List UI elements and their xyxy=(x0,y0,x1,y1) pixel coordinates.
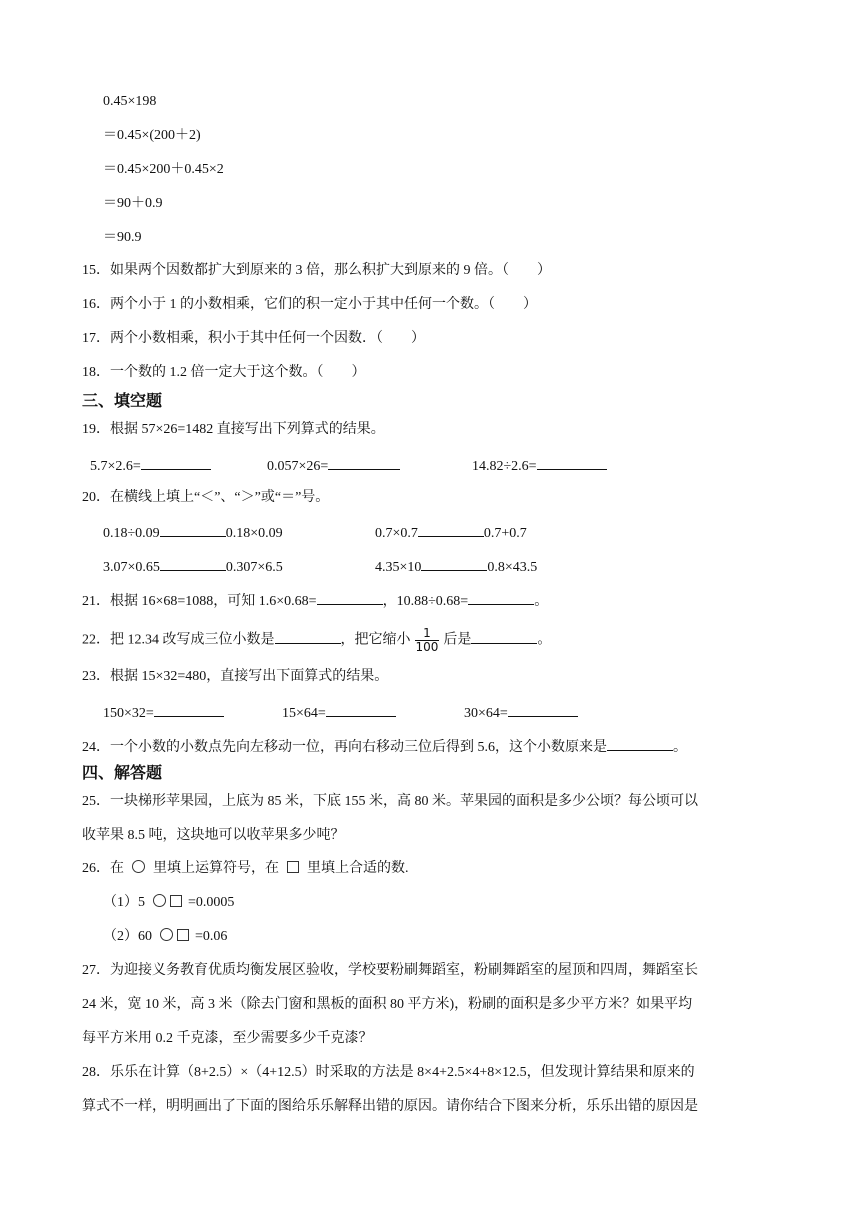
q22-text-d: 。 xyxy=(537,632,552,648)
calc-line: 0.45×198 xyxy=(103,94,157,109)
question-16: 16．两个小于 1 的小数相乘，它们的积一定小于其中任何一个数。（ ） xyxy=(82,297,537,312)
question-27-line: 27．为迎接义务教育优质均衡发展区验收，学校要粉刷舞蹈室，粉刷舞蹈室的屋顶和四周，舞蹈室长 xyxy=(82,963,698,978)
operator-circle[interactable] xyxy=(160,928,173,941)
q22-text-b: ，把它缩小 xyxy=(340,632,411,648)
question-24 xyxy=(82,735,687,758)
question-18: 18．一个数的 1.2 倍一定大于这个数。（ ） xyxy=(82,365,366,380)
fraction xyxy=(415,627,440,654)
compare-pair xyxy=(103,555,283,578)
q21-text-a: 21．根据 16×68=1088，可知 1.6×0.68= xyxy=(82,594,317,609)
question-17: 17．两个小数相乘，积小于其中任何一个因数．（ ） xyxy=(82,331,425,346)
q24-text-a: 24．一个小数的小数点先向左移动一位，再向右移动三位后得到 5.6，这个小数原来是 xyxy=(82,740,607,755)
q26-part-result: =0.06 xyxy=(195,929,228,944)
calc-line: ＝90＋0.9 xyxy=(103,196,163,211)
answer-blank[interactable] xyxy=(328,454,400,470)
question-19-stem: 19．根据 57×26=1482 直接写出下列算式的结果。 xyxy=(82,422,385,437)
operator-circle[interactable] xyxy=(153,894,166,907)
question-26-stem xyxy=(82,859,409,879)
question-23-item xyxy=(103,701,224,724)
q21-text-c: 。 xyxy=(534,594,549,609)
compare-pair xyxy=(375,555,537,578)
fraction-denominator: 100 xyxy=(415,640,439,654)
item-text: 30×64= xyxy=(464,706,508,721)
question-25-line: 收苹果 8.5 吨，这块地可以收苹果多少吨？ xyxy=(82,828,345,843)
item-text: 14.82÷2.6= xyxy=(472,459,537,474)
q26-part-result: =0.0005 xyxy=(188,895,235,910)
item-text: 5.7×2.6= xyxy=(90,459,141,474)
compare-left: 0.7×0.7 xyxy=(375,526,418,541)
compare-left: 0.18÷0.09 xyxy=(103,526,160,541)
answer-blank[interactable] xyxy=(537,454,607,470)
question-25-line: 25．一块梯形苹果园，上底为 85 米，下底 155 米，高 80 米。苹果园的面积是多少公顷？每公顷可以 xyxy=(82,794,698,809)
compare-pair xyxy=(103,521,283,544)
question-26-part xyxy=(103,893,234,913)
answer-blank[interactable] xyxy=(607,735,673,751)
compare-right: 0.8×43.5 xyxy=(487,560,538,575)
item-text: 0.057×26= xyxy=(267,459,329,474)
question-23-item xyxy=(464,701,578,724)
compare-right: 0.18×0.09 xyxy=(225,526,283,541)
answer-blank[interactable] xyxy=(317,589,383,605)
answer-blank[interactable] xyxy=(160,521,226,537)
q26-part-text: （2）60 xyxy=(103,929,152,944)
answer-blank[interactable] xyxy=(468,589,534,605)
compare-left: 4.35×10 xyxy=(375,560,422,575)
question-27-line: 每平方米用 0.2 千克漆，至少需要多少千克漆？ xyxy=(82,1031,373,1046)
calc-line: ＝0.45×200＋0.45×2 xyxy=(103,162,224,177)
q26-part-text: （1）5 xyxy=(103,895,145,910)
item-text: 15×64= xyxy=(282,706,326,721)
question-28-line: 算式不一样，明明画出了下面的图给乐乐解释出错的原因。请你结合下图来分析，乐乐出错的原因是 xyxy=(82,1099,698,1114)
number-square[interactable] xyxy=(177,929,189,941)
section-heading-fill-in: 三、填空题 xyxy=(82,391,163,410)
answer-blank[interactable] xyxy=(160,555,226,571)
question-23-item xyxy=(282,701,396,724)
question-23-stem: 23．根据 15×32=480，直接写出下面算式的结果。 xyxy=(82,669,389,684)
q24-text-b: 。 xyxy=(673,740,687,755)
question-19-item xyxy=(267,454,400,477)
calc-line: ＝0.45×(200＋2) xyxy=(103,128,201,143)
answer-blank[interactable] xyxy=(471,628,537,644)
question-22 xyxy=(82,627,551,654)
answer-blank[interactable] xyxy=(508,701,578,717)
q22-text-c: 后是 xyxy=(443,632,472,648)
answer-blank[interactable] xyxy=(141,454,211,470)
question-20-stem: 20．在横线上填上“＜”、“＞”或“＝”号。 xyxy=(82,490,330,505)
answer-blank[interactable] xyxy=(418,521,484,537)
question-21 xyxy=(82,589,548,612)
number-square[interactable] xyxy=(170,895,182,907)
question-28-line: 28．乐乐在计算（8+2.5）×（4+12.5）时采取的方法是 8×4+2.5×4+8×12.5，但发现计算结果和原来的 xyxy=(82,1065,695,1080)
q21-text-b: ，10.88÷0.68= xyxy=(382,594,469,609)
item-text: 150×32= xyxy=(103,706,154,721)
q22-text-a: 22．把 12.34 改写成三位小数是 xyxy=(82,632,275,648)
answer-blank[interactable] xyxy=(275,628,341,644)
question-27-line: 24 米，宽 10 米，高 3 米（除去门窗和黑板的面积 80 平方米)，粉刷的面积是多少平方米？如果平均 xyxy=(82,997,693,1012)
question-26-part xyxy=(103,927,227,947)
q26-text-b: 里填上运算符号，在 xyxy=(153,861,279,876)
answer-blank[interactable] xyxy=(326,701,396,717)
answer-blank[interactable] xyxy=(421,555,487,571)
q26-text-c: 里填上合适的数. xyxy=(307,861,409,876)
question-15: 15．如果两个因数都扩大到原来的 3 倍，那么积扩大到原来的 9 倍。（ ） xyxy=(82,263,551,278)
calc-line: ＝90.9 xyxy=(103,230,142,245)
compare-right: 0.307×6.5 xyxy=(225,560,283,575)
question-19-item xyxy=(90,454,211,477)
circle-icon xyxy=(132,860,145,873)
question-19-item xyxy=(472,454,607,477)
answer-blank[interactable] xyxy=(154,701,224,717)
q26-text-a: 26．在 xyxy=(82,861,124,876)
compare-pair xyxy=(375,521,527,544)
fraction-numerator: 1 xyxy=(415,627,440,641)
compare-right: 0.7+0.7 xyxy=(483,526,527,541)
square-icon xyxy=(287,861,299,873)
compare-left: 3.07×0.65 xyxy=(103,560,160,575)
section-heading-solve: 四、解答题 xyxy=(82,763,163,782)
